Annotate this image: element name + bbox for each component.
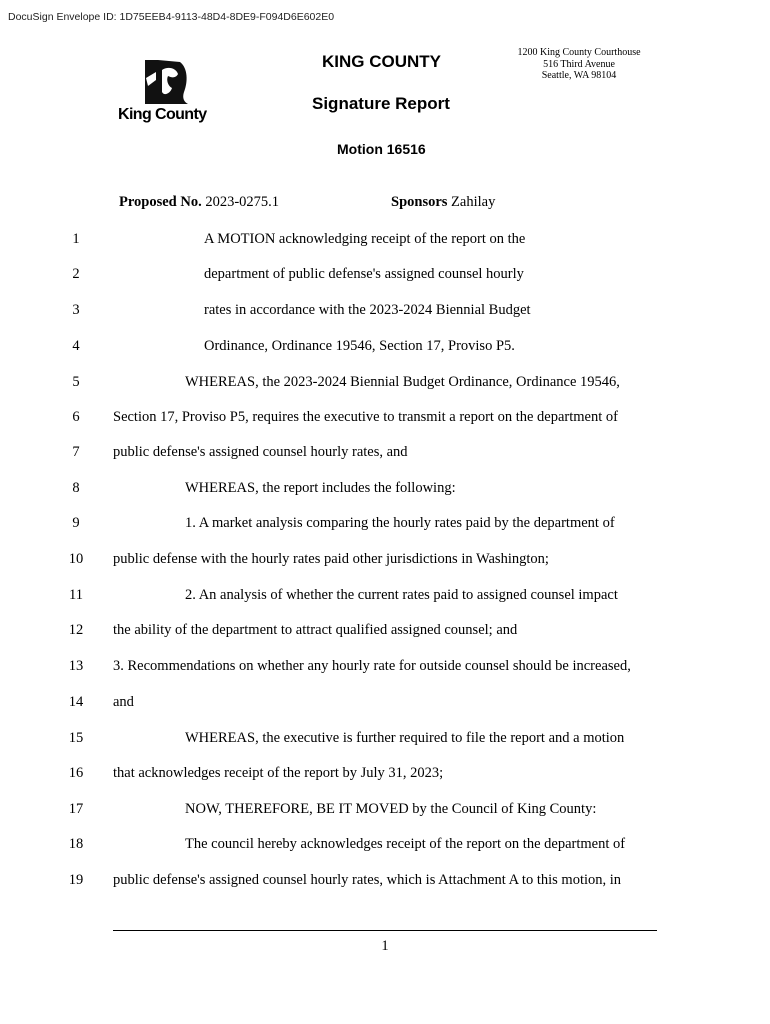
county-name: KING COUNTY [322,52,441,71]
line-number: 16 [68,765,84,781]
numbered-line [0,692,770,712]
sponsors [391,194,495,211]
line-number: 6 [72,409,80,425]
address-line: 516 Third Avenue [543,58,615,70]
numbered-line [0,442,770,462]
line-number: 17 [68,801,84,817]
line-number: 9 [72,515,80,531]
line-number: 1 [72,231,80,247]
line-text: WHEREAS, the report includes the following: [185,480,456,496]
numbered-line [0,229,770,249]
numbered-line [0,656,770,676]
line-number: 11 [69,587,83,603]
footer-rule [113,930,657,931]
line-number: 12 [68,622,84,638]
report-title: Signature Report [312,94,450,113]
line-text: 3. Recommendations on whether any hourly rate for outside counsel should be increased, [113,658,631,674]
line-text: public defense's assigned counsel hourly rates, and [113,444,408,460]
line-number: 13 [68,658,84,674]
line-text: 1. A market analysis comparing the hourly rates paid by the department of [185,515,615,531]
proposed-value: 2023-0275.1 [205,194,280,210]
address-line: 1200 King County Courthouse [517,47,641,58]
numbered-line [0,728,770,748]
line-text: that acknowledges receipt of the report by July 31, 2023; [113,765,444,781]
line-text: 2. An analysis of whether the current rates paid to assigned counsel impact [185,587,618,603]
numbered-line [0,478,770,498]
line-text: Section 17, Proviso P5, requires the executive to transmit a report on the department of [113,409,618,425]
line-number: 10 [68,551,84,567]
line-text: The council hereby acknowledges receipt of the report on the department of [185,836,626,852]
envelope-id: DocuSign Envelope ID: 1D75EEB4-9113-48D4-8DE9-F094D6E602E0 [8,11,335,23]
line-text: rates in accordance with the 2023-2024 Biennial Budget [204,302,531,318]
line-text: WHEREAS, the 2023-2024 Biennial Budget Ordinance, Ordinance 19546, [185,374,620,390]
motion-number: Motion 16516 [337,141,426,157]
sponsors-label: Sponsors [391,194,448,210]
line-text: public defense with the hourly rates paid other jurisdictions in Washington; [113,551,549,567]
numbered-line [0,336,770,356]
numbered-line [0,513,770,533]
logo-wordmark: King County [118,106,207,123]
line-text: WHEREAS, the executive is further required to file the report and a motion [185,730,625,746]
numbered-line [0,799,770,819]
line-number: 7 [72,444,80,460]
line-number: 8 [72,480,80,496]
line-number: 4 [72,338,80,354]
numbered-line [0,870,770,890]
line-number: 14 [68,694,84,710]
numbered-line [0,763,770,783]
numbered-line [0,549,770,569]
page-number: 1 [381,938,389,954]
line-number: 19 [68,872,84,888]
numbered-line [0,585,770,605]
address-block [510,47,648,82]
line-text: public defense's assigned counsel hourly rates, which is Attachment A to this motion, in [113,872,622,888]
numbered-line [0,300,770,320]
line-number: 18 [68,836,84,852]
line-text: and [113,694,134,710]
sponsors-value: Zahilay [451,194,496,210]
address-line: Seattle, WA 98104 [541,70,617,81]
line-number: 15 [68,730,84,746]
numbered-line [0,264,770,284]
numbered-line [0,372,770,392]
line-number: 5 [72,374,80,390]
numbered-line [0,834,770,854]
line-text: A MOTION acknowledging receipt of the report on the [204,231,526,247]
line-number: 3 [72,302,80,318]
numbered-line [0,620,770,640]
numbered-line [0,407,770,427]
line-text: Ordinance, Ordinance 19546, Section 17, Proviso P5. [204,338,515,354]
line-text: the ability of the department to attract qualified assigned counsel; and [113,622,518,638]
line-number: 2 [72,266,80,282]
proposed-number [119,194,279,211]
proposed-label: Proposed No. [119,194,202,210]
line-text: NOW, THEREFORE, BE IT MOVED by the Council of King County: [185,801,597,817]
line-text: department of public defense's assigned counsel hourly [204,266,524,282]
